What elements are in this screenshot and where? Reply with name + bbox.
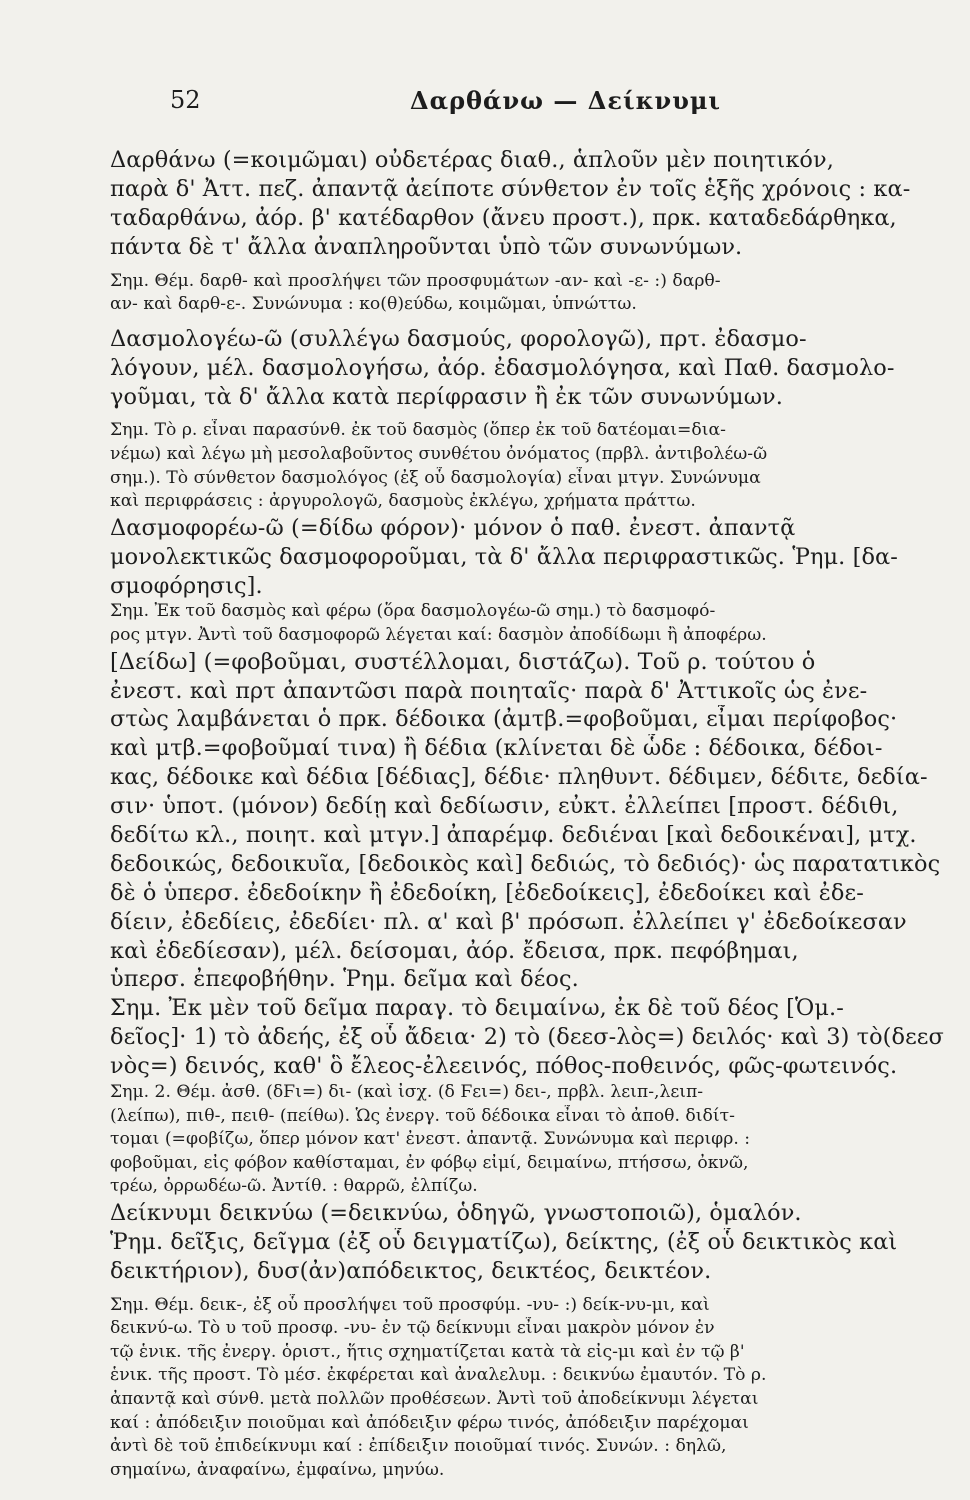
text-line: καὶ μτβ.=φοβοῦμαί τινα) ἢ δέδια (κλίνεται δὲ ὧδε : δέδοικα, δέδοι- [110,735,883,762]
text-line: λόγουν, μέλ. δασμολογήσω, ἀόρ. ἐδασμολόγησα, καὶ Παθ. δασμολο- [110,354,895,381]
text-line: Δαρθάνω (=κοιμῶμαι) οὐδετέρας διαθ., ἁπλοῦν μὲν ποιητικόν, [110,147,834,173]
text-line: πάντα δὲ τ' ἄλλα ἀναπληροῦνται ὑπὸ τῶν συνωνύμων. [110,233,743,260]
text-line: κας, δέδοικε καὶ δέδια [δέδιας], δέδιε· πληθυντ. δέδιμεν, δέδιτε, δεδία- [110,764,928,791]
text-line: σμοφόρησις]. [110,572,263,599]
page-number: 52 [170,86,201,114]
line-spacer [110,317,952,325]
text-line: ἐνεστ. καὶ πρτ ἀπαντῶσι παρὰ ποιηταῖς· παρὰ δ' Ἀττικοῖς ὡς ἐνε- [110,677,868,704]
text-line: δίειν, ἐδεδίεις, ἐδεδίει· πλ. α' καὶ β' πρόσωπ. ἐλλείπει γ' ἐδεδοίκεσαν [110,908,907,935]
note-line: φοβοῦμαι, εἰς φόβον καθίσταμαι, ἐν φόβῳ εἰμί, δειμαίνω, πτήσσω, ὀκνῶ, [110,1152,749,1173]
text-line: σιν· ὑποτ. (μόνον) δεδίῃ καὶ δεδίωσιν, εὐκτ. ἐλλείπει [προστ. δέδιθι, [110,793,899,820]
text-line: [Δείδω] (=φοβοῦμαι, συστέλλομαι, διστάζω). Τοῦ ρ. τούτου ὁ [110,648,816,675]
line-spacer [110,411,952,419]
note-line: ἑνικ. τῆς προστ. Τὸ μέσ. ἐκφέρεται καὶ ἀναλελυμ. : δεικνύω ἐμαυτόν. Τὸ ρ. [110,1365,767,1386]
note-line: ἀντὶ δὲ τοῦ ἐπιδείκνυμι καί : ἐπίδειξιν ποιοῦμαί τινός. Συνών. : δηλῶ, [110,1436,727,1457]
text-line: ταδαρθάνω, ἀόρ. β' κατέδαρθον (ἄνευ προστ.), πρκ. καταδεδάρθηκα, [110,204,897,231]
text-line: μονολεκτικῶς δασμοφοροῦμαι, τὰ δ' ἄλλα περιφραστικῶς. Ῥημ. [δα- [110,543,898,570]
text-line: παρὰ δ' Ἀττ. πεζ. ἀπαντᾷ ἀείποτε σύνθετον ἐν τοῖς ἑξῆς χρόνοις : κα- [110,175,911,202]
note-line: τῷ ἑνικ. τῆς ἐνεργ. ὁριστ., ἥτις σχηματίζεται κατὰ τὰ εἰς-μι καὶ ἐν τῷ β' [110,1341,745,1362]
running-title: Δαρθάνω — Δείκνυμι [410,86,722,115]
text-line: Δείκνυμι δεικνύω (=δεικνύω, ὁδηγῶ, γνωστοποιῶ), ὁμαλόν. [110,1199,802,1226]
note-line: (λείπω), πιθ-, πειθ- (πείθω). Ὡς ἐνεργ. τοῦ δέδοικα εἶναι τὸ ἀποθ. διδίτ- [110,1105,735,1126]
text-line: Δασμολογέω-ῶ (συλλέγω δασμούς, φορολογῶ), πρτ. ἐδασμο- [110,325,807,352]
text-line: νὸς=) δεινός, καθ' ὃ ἔλεος-ἐλεεινός, πόθος-ποθεινός, φῶς-φωτεινός. [110,1053,898,1080]
text-line: δεικτήριον), δυσ(ἀν)απόδεικτος, δεικτέος, δεικτέον. [110,1257,712,1284]
note-line: δεικνύ-ω. Τὸ υ τοῦ προσφ. -νυ- ἐν τῷ δείκνυμι εἶναι μακρὸν μόνον ἐν [110,1318,715,1339]
note-line: Σημ. Θέμ. δεικ-, ἐξ οὗ προσλήψει τοῦ προσφύμ. -νυ- :) δείκ-νυ-μι, καὶ [110,1294,710,1315]
text-line: Δασμοφορέω-ῶ (=δίδω φόρον)· μόνον ὁ παθ. ἐνεστ. ἀπαντᾷ [110,514,796,541]
note-line: αν- καὶ δαρθ-ε-. Συνώνυμα : κο(θ)εύδω, κοιμῶμαι, ὑπνώττω. [110,294,637,315]
note-line: ρος μτγν. Ἀντὶ τοῦ δασμοφορῶ λέγεται καί: δασμὸν ἀποδίδωμι ἢ ἀποφέρω. [110,625,767,646]
text-line: ὑπερσ. ἐπεφοβήθην. Ῥημ. δεῖμα καὶ δέος. [110,966,579,993]
note-line: νέμω) καὶ λέγω μὴ μεσολαβοῦντος συνθέτου ὀνόματος (πρβλ. ἀντιβολέω-ῶ [110,444,768,465]
note-line: ἀπαντᾷ καὶ σύνθ. μετὰ πολλῶν προθέσεων. Ἀντὶ τοῦ ἀποδείκνυμι λέγεται [110,1389,759,1410]
note-line: Σημ. Τὸ ρ. εἶναι παρασύνθ. ἐκ τοῦ δασμὸς (ὅπερ ἐκ τοῦ δατέομαι=δια- [110,420,726,441]
text-line: δεδοικώς, δεδοικυῖα, [δεδοικὸς καὶ] δεδιώς, τὸ δεδιός)· ὡς παρατατικὸς [110,850,941,877]
note-line: τρέω, ὀρρωδέω-ῶ. Ἀντίθ. : θαρρῶ, ἐλπίζω. [110,1176,478,1197]
page-header [170,86,910,122]
note-line: καὶ περιφράσεις : ἀργυρολογῶ, δασμοὺς ἐκλέγω, χρήματα πράττω. [110,491,696,512]
note-line: Σημ. Θέμ. δαρθ- καὶ προσλήψει τῶν προσφυμάτων -αν- καὶ -ε- :) δαρθ- [110,270,721,291]
note-line: Σημ. 2. Θέμ. ἀσθ. (δϜι=) δι- (καὶ ἰσχ. (δ Ϝει=) δει-, πρβλ. λειπ-,λειπ- [110,1082,704,1103]
text-line: γοῦμαι, τὰ δ' ἄλλα κατὰ περίφρασιν ἢ ἐκ τῶν συνωνύμων. [110,383,783,410]
page-body [110,146,952,1482]
note-line: σημαίνω, ἀναφαίνω, ἐμφαίνω, μηνύω. [110,1459,445,1480]
note-line: τομαι (=φοβίζω, ὅπερ μόνον κατ' ἐνεστ. ἀπαντᾷ. Συνώνυμα καὶ περιφρ. : [110,1129,751,1150]
text-line: δεῖος]· 1) τὸ ἀδεής, ἐξ οὗ ἄδεια· 2) τὸ (δεεσ-λὸς=) δειλός· καὶ 3) τὸ(δεεσ [110,1024,944,1051]
line-spacer [110,262,952,270]
note-line: καί : ἀπόδειξιν ποιοῦμαι καὶ ἀπόδειξιν φέρω τινός, ἀπόδειξιν παρέχομαι [110,1412,749,1433]
note-line: σημ.). Τὸ σύνθετον δασμολόγος (ἐξ οὗ δασμολογία) εἶναι μτγν. Συνώνυμα [110,467,761,488]
line-spacer [110,1286,952,1294]
text-line: δεδίτω κλ., ποιητ. καὶ μτγν.] ἀπαρέμφ. δεδιέναι [καὶ δεδοικέναι], μτχ. [110,822,917,848]
text-line: δὲ ὁ ὑπερσ. ἐδεδοίκην ἢ ἐδεδοίκη, [ἐδεδοίκεις], ἐδεδοίκει καὶ ἐδε- [110,879,864,906]
text-line: καὶ ἐδεδίεσαν), μέλ. δείσομαι, ἀόρ. ἔδεισα, πρκ. πεφόβημαι, [110,937,799,964]
text-line: Ῥημ. δεῖξις, δεῖγμα (ἐξ οὗ δειγματίζω), δείκτης, (ἐξ οὗ δεικτικὸς καὶ [110,1228,898,1255]
text-line: Σημ. Ἐκ μὲν τοῦ δεῖμα παραγ. τὸ δειμαίνω, ἐκ δὲ τοῦ δέος [Ὁμ.- [110,995,844,1022]
note-line: Σημ. Ἐκ τοῦ δασμὸς καὶ φέρω (ὅρα δασμολογέω-ῶ σημ.) τὸ δασμοφό- [110,601,716,622]
text-line: στὼς λαμβάνεται ὁ πρκ. δέδοικα (ἀμτβ.=φοβοῦμαι, εἶμαι περίφοβος· [110,706,898,733]
